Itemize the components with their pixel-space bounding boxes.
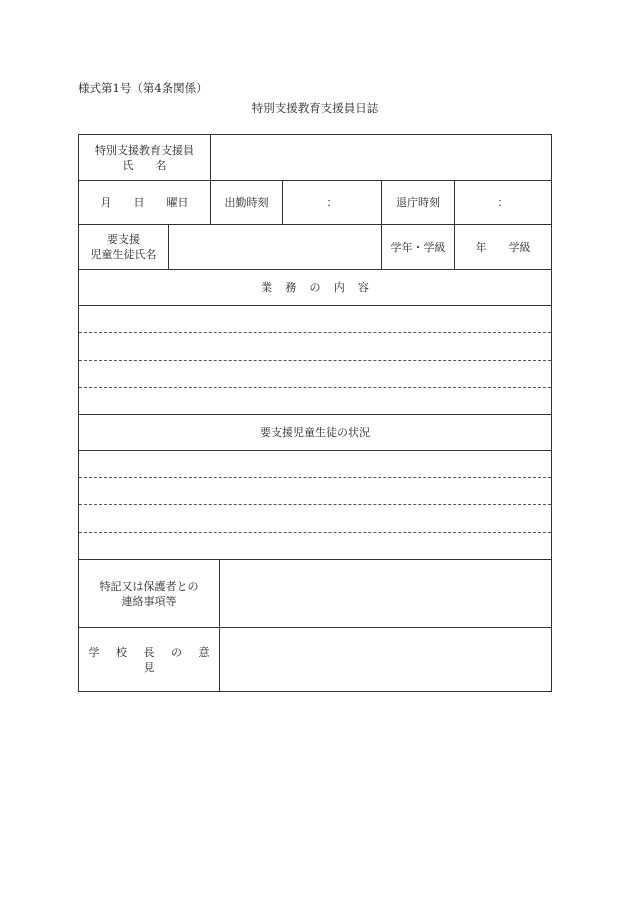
student-name-field[interactable]: [169, 225, 381, 269]
form-number: 様式第1号（第4条関係）: [78, 81, 208, 95]
student-status-header-text: 要支援児童生徒の状況: [260, 426, 370, 439]
duties-field[interactable]: [79, 306, 551, 414]
staff-name-label-line2: 氏 名: [122, 158, 167, 172]
date-label: [79, 181, 210, 224]
principal-opinion-field[interactable]: [220, 628, 551, 691]
grade-class-value: 年 学級: [475, 240, 531, 254]
duties-header-text: 業務の内容: [261, 281, 383, 294]
principal-opinion-label-text: 学校長の意見: [88, 645, 226, 674]
diary-form: [78, 134, 552, 692]
grade-class-label-text: 学年・学級: [390, 240, 446, 254]
departure-time-colon: ：: [497, 196, 509, 209]
arrival-time-colon: ：: [326, 196, 338, 209]
student-name-label: [79, 225, 168, 269]
date-label-text: 月 日 曜日: [100, 196, 189, 209]
document-title: 特別支援教育支援員日誌: [251, 101, 379, 115]
departure-time-label: [382, 181, 454, 224]
notes-label: [79, 560, 219, 627]
staff-name-label: [79, 135, 210, 180]
staff-name-field[interactable]: [211, 135, 551, 180]
staff-name-label-line1: 特別支援教育支援員: [95, 143, 194, 157]
student-name-label-line2: 児童生徒氏名: [90, 248, 157, 261]
notes-label-line1: 特記又は保護者との: [99, 579, 199, 593]
grade-class-field[interactable]: [455, 225, 551, 269]
duties-header: [79, 270, 551, 305]
student-status-field[interactable]: [79, 451, 551, 559]
arrival-time-field[interactable]: [283, 181, 381, 224]
departure-time-label-text: 退庁時刻: [396, 196, 440, 209]
arrival-time-label-text: 出勤時刻: [224, 196, 269, 209]
notes-field[interactable]: [220, 560, 551, 627]
notes-label-line2: 連絡事項等: [121, 594, 177, 608]
student-name-label-line1: 要支援: [107, 233, 140, 246]
principal-opinion-label: [79, 628, 226, 691]
arrival-time-label: [211, 181, 282, 224]
departure-time-field[interactable]: [455, 181, 551, 224]
student-status-header: [79, 415, 551, 450]
grade-class-label: [382, 225, 454, 269]
